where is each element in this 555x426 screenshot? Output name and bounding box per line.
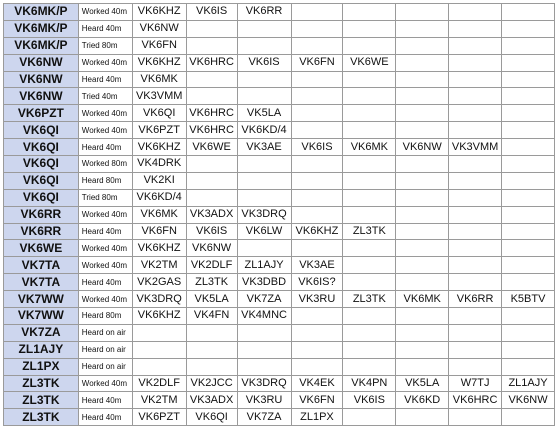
heard-callsign-cell bbox=[502, 4, 555, 21]
heard-callsign-cell bbox=[291, 206, 343, 223]
heard-callsign-cell: VK4MNC bbox=[237, 308, 291, 325]
station-callsign-cell: VK6RR bbox=[4, 223, 79, 240]
heard-callsign-cell: ZL1AJY bbox=[237, 257, 291, 274]
heard-callsign-cell: VK6HRC bbox=[449, 392, 502, 409]
contact-status-cell: Worked 40m bbox=[78, 375, 132, 392]
heard-callsign-cell: VK2GAS bbox=[132, 274, 186, 291]
heard-callsign-cell: VK6WE bbox=[343, 54, 396, 71]
table-row bbox=[4, 139, 555, 156]
heard-callsign-cell bbox=[343, 341, 396, 358]
contact-status-cell: Heard 40m bbox=[78, 392, 132, 409]
station-callsign-cell: VK6QI bbox=[4, 156, 79, 173]
heard-callsign-cell: VK7ZA bbox=[237, 291, 291, 308]
heard-callsign-cell bbox=[132, 358, 186, 375]
heard-callsign-cell: VK6KHZ bbox=[132, 308, 186, 325]
heard-callsign-cell bbox=[237, 156, 291, 173]
heard-callsign-cell bbox=[449, 122, 502, 139]
station-callsign-cell: VK7WW bbox=[4, 291, 79, 308]
contact-status-cell: Tried 40m bbox=[78, 88, 132, 105]
station-callsign-cell: VK6QI bbox=[4, 122, 79, 139]
table-row bbox=[4, 71, 555, 88]
heard-callsign-cell bbox=[396, 274, 449, 291]
contact-status-cell: Worked 40m bbox=[78, 105, 132, 122]
heard-callsign-cell bbox=[291, 324, 343, 341]
table-row bbox=[4, 240, 555, 257]
heard-callsign-cell bbox=[502, 223, 555, 240]
heard-callsign-cell bbox=[396, 341, 449, 358]
heard-callsign-cell bbox=[449, 223, 502, 240]
contact-status-cell: Worked 40m bbox=[78, 54, 132, 71]
heard-callsign-cell: VK3AE bbox=[237, 139, 291, 156]
station-callsign-cell: VK6PZT bbox=[4, 105, 79, 122]
heard-callsign-cell bbox=[502, 71, 555, 88]
table-row bbox=[4, 375, 555, 392]
heard-callsign-cell: VK6RR bbox=[237, 4, 291, 21]
heard-callsign-cell bbox=[343, 4, 396, 21]
station-callsign-cell: ZL3TK bbox=[4, 375, 79, 392]
station-callsign-cell: ZL3TK bbox=[4, 392, 79, 409]
heard-callsign-cell bbox=[396, 122, 449, 139]
table-row bbox=[4, 105, 555, 122]
heard-callsign-cell bbox=[343, 88, 396, 105]
heard-callsign-cell bbox=[186, 20, 237, 37]
heard-callsign-cell bbox=[186, 358, 237, 375]
heard-callsign-cell: VK5LA bbox=[396, 375, 449, 392]
table-row bbox=[4, 257, 555, 274]
table-row bbox=[4, 54, 555, 71]
heard-callsign-cell bbox=[502, 341, 555, 358]
heard-callsign-cell bbox=[291, 105, 343, 122]
table-row bbox=[4, 358, 555, 375]
station-callsign-cell: ZL3TK bbox=[4, 409, 79, 426]
heard-callsign-cell: VK3ADX bbox=[186, 392, 237, 409]
heard-callsign-cell bbox=[291, 37, 343, 54]
contact-status-cell: Worked 40m bbox=[78, 206, 132, 223]
heard-callsign-cell bbox=[502, 308, 555, 325]
heard-callsign-cell: VK6QI bbox=[132, 105, 186, 122]
heard-callsign-cell bbox=[502, 324, 555, 341]
heard-callsign-cell bbox=[343, 409, 396, 426]
heard-callsign-cell bbox=[237, 71, 291, 88]
table-row bbox=[4, 324, 555, 341]
heard-callsign-cell bbox=[343, 206, 396, 223]
heard-callsign-cell bbox=[449, 172, 502, 189]
heard-callsign-cell bbox=[502, 88, 555, 105]
table-row bbox=[4, 172, 555, 189]
heard-callsign-cell bbox=[449, 409, 502, 426]
contact-status-cell: Worked 40m bbox=[78, 240, 132, 257]
heard-callsign-cell bbox=[343, 105, 396, 122]
table-row bbox=[4, 409, 555, 426]
contact-status-cell: Worked 40m bbox=[78, 257, 132, 274]
heard-callsign-cell bbox=[396, 71, 449, 88]
heard-callsign-cell bbox=[237, 88, 291, 105]
heard-callsign-cell: VK6NW bbox=[502, 392, 555, 409]
heard-callsign-cell: VK6FN bbox=[132, 223, 186, 240]
heard-callsign-cell bbox=[291, 358, 343, 375]
heard-callsign-cell: VK4DRK bbox=[132, 156, 186, 173]
station-callsign-cell: VK7WW bbox=[4, 308, 79, 325]
contact-status-cell: Heard 40m bbox=[78, 20, 132, 37]
table-body bbox=[4, 4, 555, 426]
heard-callsign-cell bbox=[291, 156, 343, 173]
station-callsign-cell: VK6QI bbox=[4, 139, 79, 156]
contact-status-cell: Heard 80m bbox=[78, 172, 132, 189]
station-callsign-cell: VK6QI bbox=[4, 189, 79, 206]
heard-callsign-cell: VK6IS bbox=[291, 139, 343, 156]
station-callsign-cell: ZL1PX bbox=[4, 358, 79, 375]
heard-callsign-cell: VK4PN bbox=[343, 375, 396, 392]
heard-callsign-cell: VK6IS bbox=[186, 4, 237, 21]
heard-callsign-cell: VK6KD/4 bbox=[237, 122, 291, 139]
heard-callsign-cell bbox=[237, 324, 291, 341]
heard-callsign-cell bbox=[396, 37, 449, 54]
contact-status-cell: Worked 40m bbox=[78, 122, 132, 139]
heard-callsign-cell: VK6MK bbox=[132, 71, 186, 88]
table-row bbox=[4, 274, 555, 291]
station-callsign-cell: VK6WE bbox=[4, 240, 79, 257]
heard-callsign-cell bbox=[237, 240, 291, 257]
heard-callsign-cell bbox=[291, 240, 343, 257]
heard-callsign-cell bbox=[186, 71, 237, 88]
heard-callsign-cell bbox=[237, 172, 291, 189]
heard-callsign-cell bbox=[502, 139, 555, 156]
heard-callsign-cell bbox=[396, 358, 449, 375]
heard-callsign-cell: W7TJ bbox=[449, 375, 502, 392]
heard-callsign-cell bbox=[449, 105, 502, 122]
heard-callsign-cell bbox=[396, 156, 449, 173]
heard-callsign-cell: VK6NW bbox=[186, 240, 237, 257]
table-row bbox=[4, 20, 555, 37]
station-callsign-cell: VK6MK/P bbox=[4, 37, 79, 54]
table-row bbox=[4, 223, 555, 240]
contact-status-cell: Tried 80m bbox=[78, 189, 132, 206]
heard-callsign-cell bbox=[502, 240, 555, 257]
heard-callsign-cell: ZL3TK bbox=[343, 223, 396, 240]
heard-callsign-cell: VK6LW bbox=[237, 223, 291, 240]
heard-callsign-cell bbox=[396, 308, 449, 325]
heard-callsign-cell bbox=[132, 341, 186, 358]
contact-status-cell: Worked 40m bbox=[78, 4, 132, 21]
heard-callsign-cell: VK6KHZ bbox=[132, 139, 186, 156]
contact-status-cell: Heard on air bbox=[78, 324, 132, 341]
heard-callsign-cell: VK3RU bbox=[237, 392, 291, 409]
heard-callsign-cell: VK6KD bbox=[396, 392, 449, 409]
heard-callsign-cell bbox=[502, 20, 555, 37]
station-callsign-cell: VK6RR bbox=[4, 206, 79, 223]
heard-callsign-cell: VK6FN bbox=[291, 392, 343, 409]
contact-status-cell: Heard 40m bbox=[78, 223, 132, 240]
heard-callsign-cell bbox=[132, 324, 186, 341]
heard-callsign-cell bbox=[186, 324, 237, 341]
heard-callsign-cell bbox=[343, 308, 396, 325]
heard-callsign-cell: VK3AE bbox=[291, 257, 343, 274]
heard-callsign-cell bbox=[396, 4, 449, 21]
contact-status-cell: Heard 40m bbox=[78, 409, 132, 426]
heard-callsign-cell bbox=[449, 257, 502, 274]
heard-callsign-cell: VK6HRC bbox=[186, 105, 237, 122]
heard-callsign-cell bbox=[237, 189, 291, 206]
heard-callsign-cell bbox=[396, 206, 449, 223]
heard-callsign-cell: VK3DBD bbox=[237, 274, 291, 291]
heard-callsign-cell bbox=[396, 240, 449, 257]
heard-callsign-cell bbox=[502, 358, 555, 375]
heard-callsign-cell bbox=[291, 4, 343, 21]
heard-callsign-cell bbox=[186, 37, 237, 54]
heard-callsign-cell bbox=[343, 71, 396, 88]
heard-callsign-cell: VK3DRQ bbox=[237, 206, 291, 223]
station-callsign-cell: VK6NW bbox=[4, 71, 79, 88]
heard-callsign-cell bbox=[343, 20, 396, 37]
heard-callsign-cell bbox=[343, 257, 396, 274]
heard-callsign-cell bbox=[449, 54, 502, 71]
contact-status-cell: Tried 80m bbox=[78, 37, 132, 54]
heard-callsign-cell bbox=[396, 172, 449, 189]
heard-callsign-cell: VK6HRC bbox=[186, 122, 237, 139]
heard-callsign-cell: VK3VMM bbox=[132, 88, 186, 105]
heard-callsign-cell bbox=[343, 324, 396, 341]
heard-callsign-cell bbox=[396, 54, 449, 71]
heard-callsign-cell bbox=[186, 156, 237, 173]
station-callsign-cell: VK6MK/P bbox=[4, 20, 79, 37]
table-row bbox=[4, 206, 555, 223]
heard-callsign-cell: ZL1PX bbox=[291, 409, 343, 426]
station-callsign-cell: VK6NW bbox=[4, 54, 79, 71]
heard-callsign-cell: VK3RU bbox=[291, 291, 343, 308]
contact-status-cell: Heard 40m bbox=[78, 71, 132, 88]
heard-callsign-cell bbox=[237, 37, 291, 54]
heard-callsign-cell: VK6PZT bbox=[132, 409, 186, 426]
station-callsign-cell: VK6NW bbox=[4, 88, 79, 105]
heard-callsign-cell bbox=[449, 88, 502, 105]
heard-callsign-cell bbox=[396, 324, 449, 341]
heard-callsign-cell: VK6KHZ bbox=[132, 240, 186, 257]
station-callsign-cell: VK7ZA bbox=[4, 324, 79, 341]
heard-callsign-cell bbox=[237, 358, 291, 375]
heard-callsign-cell bbox=[186, 88, 237, 105]
heard-callsign-cell bbox=[343, 156, 396, 173]
heard-callsign-cell bbox=[186, 341, 237, 358]
heard-callsign-cell bbox=[449, 324, 502, 341]
heard-callsign-cell bbox=[502, 274, 555, 291]
table-row bbox=[4, 308, 555, 325]
table-row bbox=[4, 156, 555, 173]
table-row bbox=[4, 37, 555, 54]
heard-callsign-cell bbox=[449, 308, 502, 325]
heard-callsign-cell: VK6IS bbox=[186, 223, 237, 240]
station-callsign-cell: ZL1AJY bbox=[4, 341, 79, 358]
heard-callsign-cell bbox=[291, 88, 343, 105]
heard-callsign-cell bbox=[502, 54, 555, 71]
heard-callsign-cell: VK2DLF bbox=[186, 257, 237, 274]
heard-callsign-cell bbox=[449, 189, 502, 206]
station-callsign-cell: VK6QI bbox=[4, 172, 79, 189]
heard-callsign-cell: VK3DRQ bbox=[132, 291, 186, 308]
heard-callsign-cell: VK3VMM bbox=[449, 139, 502, 156]
heard-callsign-cell bbox=[343, 189, 396, 206]
heard-callsign-cell bbox=[449, 4, 502, 21]
heard-callsign-cell bbox=[396, 105, 449, 122]
heard-callsign-cell bbox=[291, 20, 343, 37]
heard-callsign-cell: VK6FN bbox=[291, 54, 343, 71]
heard-callsign-cell bbox=[502, 105, 555, 122]
heard-callsign-cell: VK2TM bbox=[132, 257, 186, 274]
heard-callsign-cell bbox=[502, 257, 555, 274]
heard-callsign-cell bbox=[291, 189, 343, 206]
heard-callsign-cell: ZL1AJY bbox=[502, 375, 555, 392]
heard-callsign-cell: ZL3TK bbox=[343, 291, 396, 308]
heard-callsign-cell: VK6IS bbox=[237, 54, 291, 71]
heard-callsign-cell: VK2TM bbox=[132, 392, 186, 409]
table-row bbox=[4, 4, 555, 21]
heard-callsign-cell: VK6PZT bbox=[132, 122, 186, 139]
table-row bbox=[4, 88, 555, 105]
table-row bbox=[4, 291, 555, 308]
heard-callsign-cell bbox=[449, 156, 502, 173]
heard-callsign-cell bbox=[343, 37, 396, 54]
heard-callsign-cell: VK6NW bbox=[396, 139, 449, 156]
heard-callsign-cell bbox=[237, 20, 291, 37]
heard-callsign-cell bbox=[396, 257, 449, 274]
heard-callsign-cell: VK2JCC bbox=[186, 375, 237, 392]
heard-callsign-cell bbox=[502, 37, 555, 54]
heard-callsign-cell bbox=[396, 223, 449, 240]
heard-callsign-cell bbox=[502, 189, 555, 206]
table-row bbox=[4, 189, 555, 206]
heard-callsign-cell bbox=[502, 156, 555, 173]
heard-callsign-cell: VK6IS? bbox=[291, 274, 343, 291]
heard-callsign-cell bbox=[343, 240, 396, 257]
station-callsign-cell: VK7TA bbox=[4, 274, 79, 291]
heard-callsign-cell bbox=[291, 308, 343, 325]
heard-callsign-cell bbox=[343, 172, 396, 189]
heard-callsign-cell: VK4FN bbox=[186, 308, 237, 325]
heard-callsign-cell bbox=[502, 122, 555, 139]
heard-callsign-cell bbox=[343, 122, 396, 139]
contact-log-table bbox=[3, 3, 555, 426]
heard-callsign-cell: VK3ADX bbox=[186, 206, 237, 223]
heard-callsign-cell: VK6MK bbox=[132, 206, 186, 223]
heard-callsign-cell: VK6KHZ bbox=[132, 4, 186, 21]
heard-callsign-cell bbox=[343, 274, 396, 291]
heard-callsign-cell: VK6IS bbox=[343, 392, 396, 409]
heard-callsign-cell: VK6NW bbox=[132, 20, 186, 37]
heard-callsign-cell: VK6KHZ bbox=[132, 54, 186, 71]
heard-callsign-cell: VK6KHZ bbox=[291, 223, 343, 240]
heard-callsign-cell: ZL3TK bbox=[186, 274, 237, 291]
heard-callsign-cell: VK6MK bbox=[396, 291, 449, 308]
heard-callsign-cell: VK2KI bbox=[132, 172, 186, 189]
heard-callsign-cell: VK6QI bbox=[186, 409, 237, 426]
contact-status-cell: Worked 40m bbox=[78, 291, 132, 308]
heard-callsign-cell bbox=[502, 409, 555, 426]
heard-callsign-cell bbox=[449, 71, 502, 88]
table-row bbox=[4, 341, 555, 358]
heard-callsign-cell bbox=[449, 274, 502, 291]
heard-callsign-cell: K5BTV bbox=[502, 291, 555, 308]
heard-callsign-cell: VK6KD/4 bbox=[132, 189, 186, 206]
heard-callsign-cell bbox=[396, 409, 449, 426]
heard-callsign-cell bbox=[502, 206, 555, 223]
table-row bbox=[4, 392, 555, 409]
heard-callsign-cell bbox=[502, 172, 555, 189]
heard-callsign-cell: VK4EK bbox=[291, 375, 343, 392]
heard-callsign-cell: VK2DLF bbox=[132, 375, 186, 392]
heard-callsign-cell bbox=[291, 172, 343, 189]
heard-callsign-cell bbox=[449, 20, 502, 37]
heard-callsign-cell bbox=[449, 358, 502, 375]
contact-status-cell: Heard on air bbox=[78, 358, 132, 375]
heard-callsign-cell: VK6MK bbox=[343, 139, 396, 156]
heard-callsign-cell: VK3DRQ bbox=[237, 375, 291, 392]
heard-callsign-cell bbox=[291, 122, 343, 139]
contact-status-cell: Heard 40m bbox=[78, 139, 132, 156]
station-callsign-cell: VK6MK/P bbox=[4, 4, 79, 21]
heard-callsign-cell: VK6FN bbox=[132, 37, 186, 54]
heard-callsign-cell bbox=[291, 71, 343, 88]
station-callsign-cell: VK7TA bbox=[4, 257, 79, 274]
heard-callsign-cell bbox=[396, 189, 449, 206]
contact-status-cell: Heard on air bbox=[78, 341, 132, 358]
heard-callsign-cell bbox=[186, 172, 237, 189]
contact-status-cell: Worked 80m bbox=[78, 156, 132, 173]
heard-callsign-cell bbox=[449, 240, 502, 257]
heard-callsign-cell bbox=[449, 37, 502, 54]
heard-callsign-cell: VK7ZA bbox=[237, 409, 291, 426]
heard-callsign-cell: VK5LA bbox=[186, 291, 237, 308]
heard-callsign-cell bbox=[396, 20, 449, 37]
contact-status-cell: Heard 80m bbox=[78, 308, 132, 325]
heard-callsign-cell: VK6RR bbox=[449, 291, 502, 308]
contact-status-cell: Heard 40m bbox=[78, 274, 132, 291]
heard-callsign-cell bbox=[291, 341, 343, 358]
table-row bbox=[4, 122, 555, 139]
heard-callsign-cell bbox=[186, 189, 237, 206]
heard-callsign-cell bbox=[449, 341, 502, 358]
heard-callsign-cell bbox=[396, 88, 449, 105]
heard-callsign-cell bbox=[449, 206, 502, 223]
heard-callsign-cell bbox=[237, 341, 291, 358]
heard-callsign-cell: VK6WE bbox=[186, 139, 237, 156]
heard-callsign-cell bbox=[343, 358, 396, 375]
heard-callsign-cell: VK5LA bbox=[237, 105, 291, 122]
heard-callsign-cell: VK6HRC bbox=[186, 54, 237, 71]
